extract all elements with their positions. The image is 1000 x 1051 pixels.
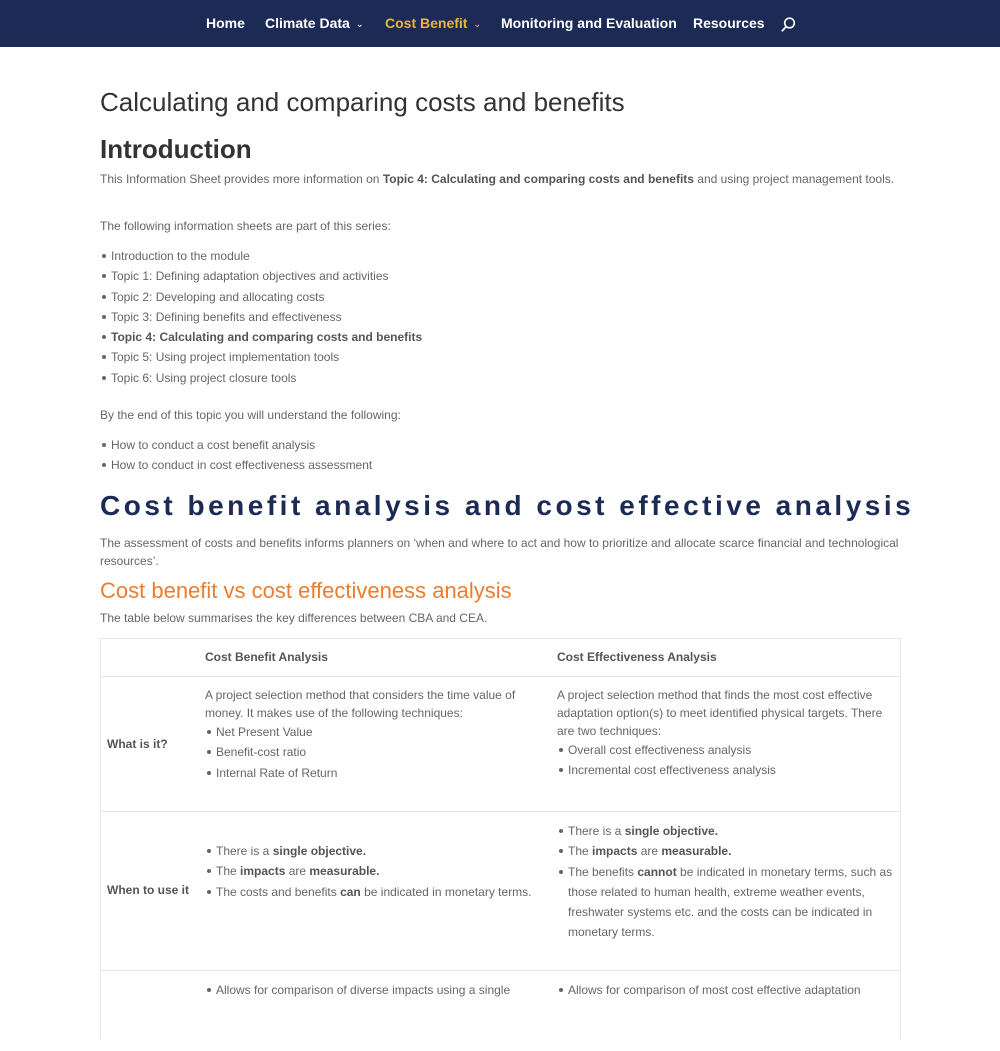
introduction-heading: Introduction [100,134,252,164]
cea-definition-cell [557,686,893,781]
text: are [637,844,662,859]
cea-techniques-list [557,740,893,781]
chevron-down-icon: ⌄ [473,19,481,29]
intro-text: This Information Sheet provides more information on [100,172,383,186]
row-label: When to use it [107,883,189,897]
nav-item-label: Cost Benefit [385,15,468,31]
text: The costs and benefits [216,884,341,899]
text: The benefits [568,864,638,879]
cba-techniques-list [205,722,541,783]
nav-item-resources[interactable]: Resources [693,15,765,31]
nav-item-cost-benefit[interactable] [385,15,481,35]
outcomes-intro-paragraph: By the end of this topic you will understand the following: [100,408,401,422]
nav-item-home[interactable]: Home [206,15,245,31]
cea-when-cell [557,821,893,943]
page-title: Calculating and comparing costs and benefits [100,87,625,117]
intro-text-end: and using project management tools. [693,172,895,186]
cba-when-cell [205,841,541,902]
text: There is a [568,824,625,838]
list-item: Allows for comparison of diverse impacts using a single [216,980,541,1000]
text-bold: measurable. [309,864,380,879]
cba-definition-cell [205,686,541,783]
list-item-current: Topic 4: Calculating and comparing costs and benefits [111,327,422,347]
text: are [285,864,310,879]
series-list [100,246,422,388]
text-bold: single objective. [624,824,719,838]
cba-advantages-list [205,980,541,1000]
column-header-cea: Cost Effectiveness Analysis [557,650,717,664]
list-item [568,841,893,861]
text: be indicated in monetary terms, such as those related to human health, extreme weather events, freshwater systems etc. and the costs can be indicated in monetary terms. [568,864,893,940]
cba-section-heading: Cost benefit analysis and cost effective analysis [100,490,915,521]
text-bold: impacts [240,864,286,879]
list-item: How to conduct in cost effectiveness assessment [111,455,372,475]
text: The [216,864,241,879]
comparison-table [100,638,901,1039]
text-bold: single objective. [272,844,367,858]
cea-advantages-list [557,980,893,1000]
text-bold: can [340,884,361,899]
list-item: Overall cost effectiveness analysis [568,740,893,760]
table-row-when-to-use [101,812,900,971]
table-row-advantages [101,971,900,1051]
cba-section-paragraph: The assessment of costs and benefits informs planners on ‘when and where to act and how to prioritize and allocate scarce financial and technological resources’. [100,536,899,568]
list-item: Topic 6: Using project closure tools [111,368,422,388]
nav-item-climate-data[interactable] [265,15,363,35]
list-item [216,841,541,861]
table-row-what-is-it [101,677,900,812]
outcomes-list [100,435,372,476]
text-bold: measurable. [661,844,732,859]
list-item: Internal Rate of Return [216,763,541,783]
text: There is a [216,844,273,858]
cea-advantages-cell [557,980,893,1000]
table-header-row [101,639,900,677]
cba-when-list [205,841,541,902]
list-item: Topic 2: Developing and allocating costs [111,287,422,307]
search-icon[interactable] [781,17,796,32]
cba-advantages-cell [205,980,541,1000]
nav-item-label: Climate Data [265,15,350,31]
nav-item-monitoring-evaluation[interactable]: Monitoring and Evaluation [501,15,677,31]
vs-section-paragraph: The table below summarises the key differences between CBA and CEA. [100,611,488,625]
text-bold: cannot [637,864,677,879]
text-bold: impacts [592,844,638,859]
list-item: Topic 1: Defining adaptation objectives and activities [111,266,422,286]
list-item: Benefit-cost ratio [216,742,541,762]
vs-section-heading: Cost benefit vs cost effectiveness analysis [100,578,512,603]
list-item: Allows for comparison of most cost effective adaptation [568,980,893,1000]
text: The [568,844,593,859]
column-header-cba: Cost Benefit Analysis [205,650,328,664]
intro-topic-bold: Topic 4: Calculating and comparing costs and benefits [382,172,694,186]
list-item: Topic 3: Defining benefits and effectiveness [111,307,422,327]
intro-paragraph [100,170,900,188]
series-intro-paragraph: The following information sheets are part of this series: [100,219,391,233]
cea-when-list [557,821,893,943]
list-item: How to conduct a cost benefit analysis [111,435,372,455]
cba-definition-text: A project selection method that considers the time value of money. It makes use of the following techniques: [205,688,516,720]
list-item: Topic 5: Using project implementation tools [111,347,422,367]
cea-definition-text: A project selection method that finds the most cost effective adaptation option(s) to meet identified physical targets. There are two techniques: [557,688,883,738]
list-item: Net Present Value [216,722,541,742]
list-item [216,882,541,902]
list-item: Incremental cost effectiveness analysis [568,760,893,780]
top-navbar [0,0,1000,47]
list-item [568,821,893,841]
text: be indicated in monetary terms. [360,884,532,899]
list-item: Introduction to the module [111,246,422,266]
list-item [216,861,541,881]
chevron-down-icon: ⌄ [355,19,364,29]
row-label: What is it? [107,737,168,751]
list-item [568,862,893,943]
